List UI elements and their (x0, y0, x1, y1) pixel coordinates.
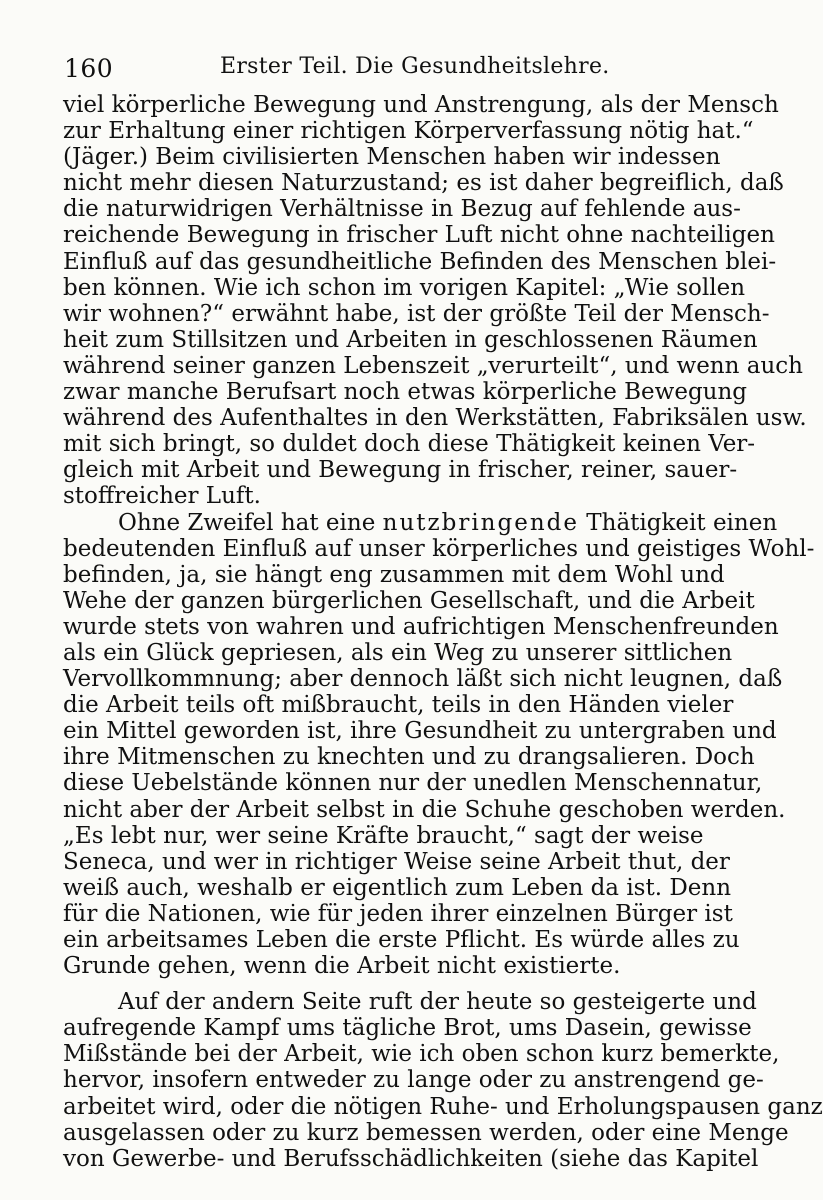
text-line: Mißstände bei der Arbeit, wie ich oben schon kurz bemerkte, (63, 1041, 780, 1068)
text-line: während seiner ganzen Lebenszeit „verurteilt“, und wenn auch (63, 352, 803, 379)
text-line: „Es lebt nur, wer seine Kräfte braucht,“ sagt der weise (63, 822, 704, 849)
text-line: weiß auch, weshalb er eigentlich zum Leben da ist. Denn (63, 874, 732, 901)
text-line (63, 509, 778, 536)
text-line: viel körperliche Bewegung und Anstrengung, als der Mensch (63, 92, 779, 118)
text-line: ihre Mitmenschen zu knechten und zu drangsalieren. Doch (63, 744, 755, 771)
text-line: als ein Glück gepriesen, als ein Weg zu unserer sittlichen (63, 639, 733, 666)
text-line: gleich mit Arbeit und Bewegung in frischer, reiner, sauer- (63, 457, 738, 484)
paragraph-2 (63, 509, 815, 980)
text-line: stoffreicher Luft. (63, 483, 261, 510)
text-line: mit sich bringt, so duldet doch diese Thätigkeit keinen Ver- (63, 431, 756, 458)
text-run: Ohne Zweifel hat eine (118, 509, 383, 536)
text-line: nicht mehr diesen Naturzustand; es ist daher begreiflich, daß (63, 170, 784, 197)
text-line: ein Mittel geworden ist, ihre Gesundheit zu untergraben und (63, 718, 777, 745)
text-line: ein arbeitsames Leben die erste Pflicht. Es würde alles zu (63, 927, 740, 953)
paragraph-gap (63, 979, 667, 989)
running-head: Erster Teil. Die Gesundheitslehre. (220, 54, 610, 79)
text-line: Vervollkommnung; aber dennoch läßt sich nicht leugnen, daß (63, 666, 783, 693)
text-line: bedeutenden Einfluß auf unser körperliches und geistiges Wohl- (63, 535, 815, 562)
text-line: diese Uebelstände können nur der unedlen Menschennatur, (63, 770, 763, 797)
page-header (60, 48, 660, 88)
text-line: die Arbeit teils oft mißbraucht, teils in den Händen vieler (63, 692, 734, 719)
text-line: zwar manche Berufsart noch etwas körperliche Bewegung (63, 379, 748, 406)
text-line: aufregende Kampf ums tägliche Brot, ums Dasein, gewisse (63, 1015, 752, 1042)
text-line: Seneca, und wer in richtiger Weise seine Arbeit thut, der (63, 848, 730, 875)
text-run: Thätigkeit einen (578, 509, 778, 536)
text-line: nicht aber der Arbeit selbst in die Schuhe geschoben werden. (63, 796, 786, 823)
text-line: ben können. Wie ich schon im vorigen Kapitel: „Wie sollen (63, 274, 746, 301)
text-line: reichende Bewegung in frischer Luft nicht ohne nachteiligen (63, 222, 775, 249)
text-line: die naturwidrigen Verhältnisse in Bezug auf fehlende aus- (63, 196, 741, 223)
text-line: für die Nationen, wie für jeden ihrer einzelnen Bürger ist (63, 900, 733, 927)
paragraph-3 (63, 989, 823, 1172)
text-line: während des Aufenthaltes in den Werkstätten, Fabriksälen usw. (63, 405, 807, 432)
text-line: hervor, insofern entweder zu lange oder zu anstrengend ge- (63, 1067, 764, 1094)
text-line: Einfluß auf das gesundheitliche Befinden des Menschen blei- (63, 248, 777, 275)
text-line: Auf der andern Seite ruft der heute so gesteigerte und (118, 989, 757, 1016)
body-text (63, 92, 823, 1172)
text-line: von Gewerbe- und Berufsschädlichkeiten (siehe das Kapitel (63, 1145, 759, 1172)
text-line: wir wohnen?“ erwähnt habe, ist der größte Teil der Mensch- (63, 300, 770, 327)
text-line: heit zum Stillsitzen und Arbeiten in geschlossenen Räumen (63, 326, 758, 353)
text-line: (Jäger.) Beim civilisierten Menschen haben wir indessen (63, 144, 721, 171)
text-line: arbeitet wird, oder die nötigen Ruhe- und Erholungspausen ganz (63, 1093, 823, 1120)
text-line: ausgelassen oder zu kurz bemessen werden, oder eine Menge (63, 1119, 789, 1146)
text-line: wurde stets von wahren und aufrichtigen Menschenfreunden (63, 613, 779, 640)
text-line: Grunde gehen, wenn die Arbeit nicht existierte. (63, 953, 621, 980)
emphasized-text: nutzbringende (382, 509, 579, 536)
text-line: Wehe der ganzen bürgerlichen Gesellschaft, und die Arbeit (63, 587, 755, 614)
paragraph-1 (63, 92, 807, 510)
page-number: 160 (64, 54, 114, 83)
text-line: zur Erhaltung einer richtigen Körperverfassung nötig hat.“ (63, 118, 754, 145)
text-line: befinden, ja, sie hängt eng zusammen mit dem Wohl und (63, 561, 725, 588)
